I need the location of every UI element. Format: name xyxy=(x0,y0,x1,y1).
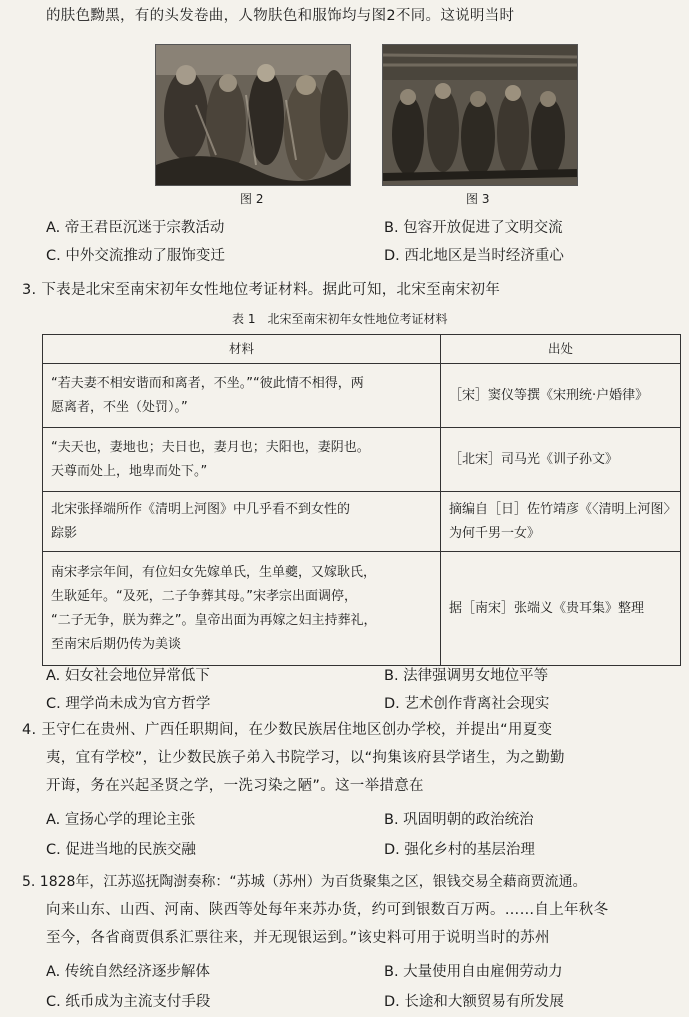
material-cell xyxy=(43,364,441,428)
q4-stem-line-3: 开诲，务在兴起圣贤之学，一洗习染之陋”。这一举措意在 xyxy=(46,778,424,794)
q2-option-c[interactable]: C. 中外交流推动了服饰变迁 xyxy=(46,248,225,264)
q3-option-d[interactable]: D. 艺术创作背离社会现实 xyxy=(384,696,550,712)
table-1-caption: 表 1 北宋至南宋初年女性地位考证材料 xyxy=(232,312,448,326)
q5-stem-line-1: 5. 1828年，江苏巡抚陶澍奏称：“苏城（苏州）为百货聚集之区，银钱交易全藉商贾流通。 xyxy=(22,874,587,890)
figure-2-artwork xyxy=(156,45,350,185)
figure-3-caption: 图 3 xyxy=(466,192,490,206)
figure-3-mural-image xyxy=(382,44,578,186)
figure-2-caption: 图 2 xyxy=(240,192,264,206)
material-line: 南宋孝宗年间，有位妇女先嫁单氏，生单夔，又嫁耿氏， xyxy=(51,564,377,580)
q5-option-a[interactable]: A. 传统自然经济逐步解体 xyxy=(46,964,210,980)
table-header-row xyxy=(43,335,681,364)
q4-stem-line-2: 夷，宜有学校”，让少数民族子弟入书院学习，以“拘集该府县学诸生，为之勤勤 xyxy=(46,750,565,766)
q3-option-a[interactable]: A. 妇女社会地位异常低下 xyxy=(46,668,210,684)
source-cell: 据［南宋］张端义《贵耳集》整理 xyxy=(441,552,681,666)
q3-option-b[interactable]: B. 法律强调男女地位平等 xyxy=(384,668,549,684)
material-line: “夫天也，妻地也；夫日也，妻月也；夫阳也，妻阴也。 xyxy=(51,439,370,455)
source-cell: ［北宋］司马光《训子孙文》 xyxy=(441,428,681,492)
material-line: 生耿延年。“及死，二子争葬其母。”宋孝宗出面调停， xyxy=(51,588,357,604)
q5-option-d[interactable]: D. 长途和大额贸易有所发展 xyxy=(384,994,564,1010)
q4-option-b[interactable]: B. 巩固明朝的政治统治 xyxy=(384,812,534,828)
q5-stem-line-2: 向来山东、山西、河南、陕西等处每年来苏办货，约可到银数百万两。……自上年秋冬 xyxy=(46,902,609,918)
header-material: 材料 xyxy=(43,335,441,364)
material-line: 愿离者，不坐（处罚）。” xyxy=(51,399,188,415)
q4-stem-line-1: 4. 王守仁在贵州、广西任职期间，在少数民族居住地区创办学校，并提出“用夏变 xyxy=(22,722,553,738)
material-line: 天尊而处上，地卑而处下。” xyxy=(51,463,208,479)
q5-stem-line-3: 至今，各省商贾俱系汇票往来，并无现银运到。”该史料可用于说明当时的苏州 xyxy=(46,930,550,946)
table-1 xyxy=(42,334,681,666)
q2-option-b[interactable]: B. 包容开放促进了文明交流 xyxy=(384,220,563,236)
table-row xyxy=(43,364,681,428)
q4-option-c[interactable]: C. 促进当地的民族交融 xyxy=(46,842,196,858)
figure-3-artwork xyxy=(383,45,577,185)
material-line: “若夫妻不相安谐而和离者，不坐。”“彼此情不相得，两 xyxy=(51,375,364,391)
source-cell: 摘编自［日］佐竹靖彦《〈清明上河图〉为何千男一女》 xyxy=(441,492,681,552)
q2-option-a[interactable]: A. 帝王君臣沉迷于宗教活动 xyxy=(46,220,225,236)
material-cell xyxy=(43,492,441,552)
table-row xyxy=(43,428,681,492)
material-cell xyxy=(43,552,441,666)
material-line: 踪影 xyxy=(51,525,78,541)
material-cell xyxy=(43,428,441,492)
header-source: 出处 xyxy=(441,335,681,364)
q2-option-d[interactable]: D. 西北地区是当时经济重心 xyxy=(384,248,564,264)
table-row xyxy=(43,552,681,666)
q3-stem: 3. 下表是北宋至南宋初年女性地位考证材料。据此可知，北宋至南宋初年 xyxy=(22,282,501,298)
material-line: 至南宋后期仍传为美谈 xyxy=(51,636,182,652)
source-cell: ［宋］窦仪等撰《宋刑统·户婚律》 xyxy=(441,364,681,428)
material-line: 北宋张择端所作《清明上河图》中几乎看不到女性的 xyxy=(51,501,351,517)
figure-2-mural-image xyxy=(155,44,351,186)
q4-option-d[interactable]: D. 强化乡村的基层治理 xyxy=(384,842,535,858)
q4-option-a[interactable]: A. 宣扬心学的理论主张 xyxy=(46,812,196,828)
material-line: “二子无争，朕为葬之”。皇帝出面为再嫁之妇主持葬礼， xyxy=(51,612,377,628)
table-row xyxy=(43,492,681,552)
q3-option-c[interactable]: C. 理学尚未成为官方哲学 xyxy=(46,696,211,712)
q5-option-b[interactable]: B. 大量使用自由雇佣劳动力 xyxy=(384,964,563,980)
q5-option-c[interactable]: C. 纸币成为主流支付手段 xyxy=(46,994,211,1010)
q2-stem-tail: 的肤色黝黑，有的头发卷曲，人物肤色和服饰均与图2不同。这说明当时 xyxy=(46,8,515,24)
